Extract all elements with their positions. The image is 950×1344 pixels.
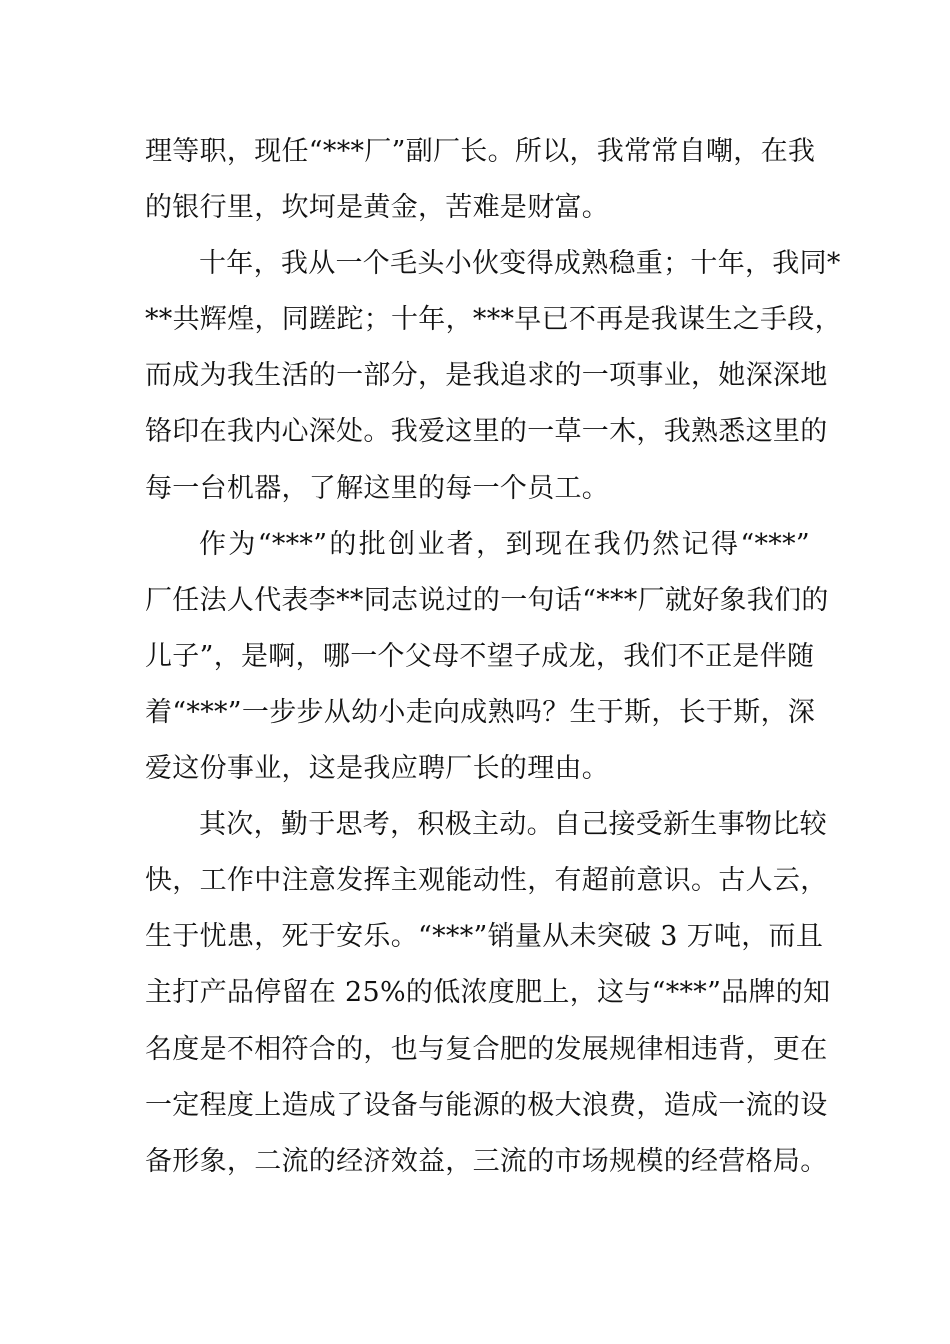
text-line: 生于忧患，死于安乐。“***”销量从未突破 3 万吨，而且 [145, 921, 824, 953]
text-line: 的银行里，坎坷是黄金，苦难是财富。 [145, 192, 610, 224]
text-line: 厂任法人代表李**同志说过的一句话“***厂就好象我们的 [145, 584, 829, 616]
document-body [145, 124, 842, 1190]
text-line: 一定程度上造成了设备与能源的极大浪费，造成一流的设 [145, 1089, 828, 1121]
text-line: 爱这份事业，这是我应聘厂长的理由。 [145, 753, 610, 785]
text-line: 名度是不相符合的，也与复合肥的发展规律相违背，更在 [145, 1033, 828, 1065]
text-line: 儿子”，是啊，哪一个父母不望子成龙，我们不正是伴随 [145, 640, 815, 672]
text-line: 铬印在我内心深处。我爱这里的一草一木，我熟悉这里的 [145, 416, 828, 448]
text-line: 主打产品停留在 25%的低浓度肥上，这与“***”品牌的知 [145, 977, 831, 1009]
text-line: 理等职，现任“***厂”副厂长。所以，我常常自嘲，在我 [145, 136, 816, 167]
text-line: 十年，我从一个毛头小伙变得成熟稳重；十年，我同* [199, 248, 841, 280]
text-line: 其次，勤于思考，积极主动。自己接受新生事物比较 [199, 809, 827, 841]
text-line: 每一台机器，了解这里的每一个员工。 [145, 472, 610, 504]
text-line: 而成为我生活的一部分，是我追求的一项事业，她深深地 [145, 360, 828, 392]
text-line: 着“***”一步步从幼小走向成熟吗？生于斯，长于斯，深 [145, 696, 816, 728]
text-line: 快，工作中注意发挥主观能动性，有超前意识。古人云， [145, 865, 828, 897]
text-line: 作为“***”的批创业者，到现在我仍然记得“***” [199, 528, 810, 560]
text-line: 备形象，二流的经济效益，三流的市场规模的经营格局。 [145, 1145, 828, 1177]
text-line: **共辉煌，同蹉跎；十年，***早已不再是我谋生之手段， [145, 304, 842, 336]
